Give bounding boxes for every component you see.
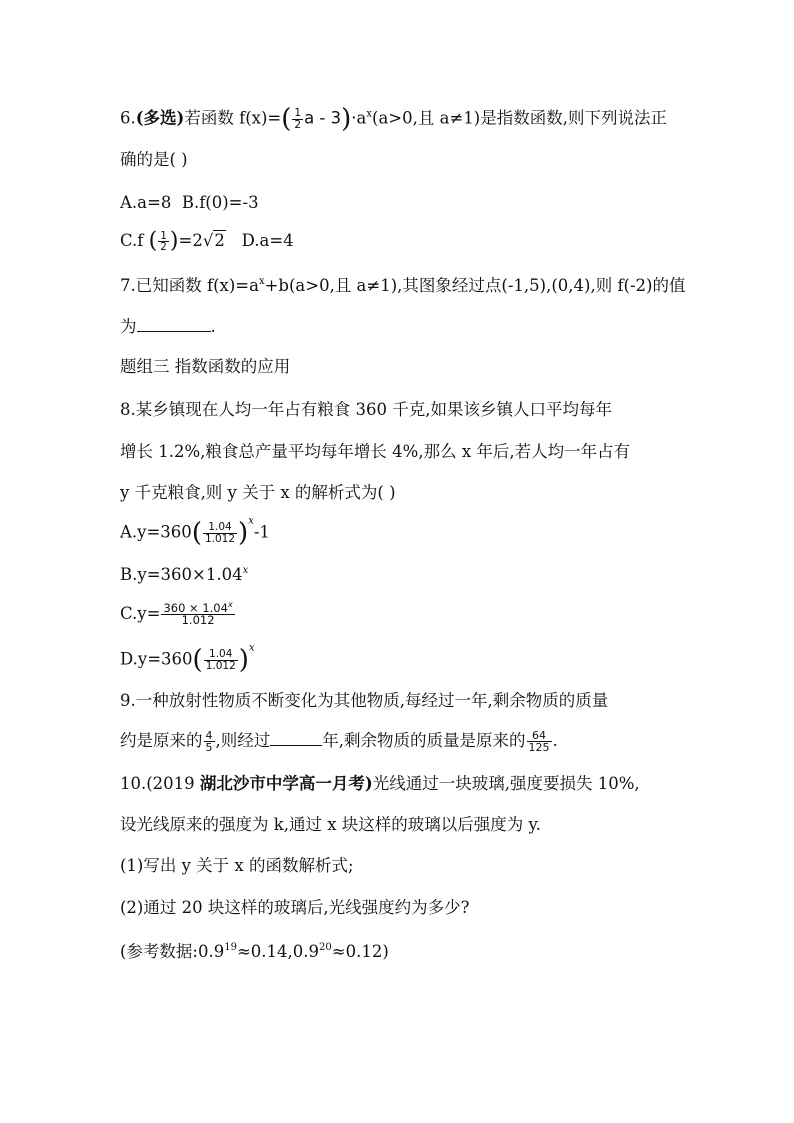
q6-multi-select-tag: (多选) (135, 108, 185, 128)
q8-option-a-suffix: -1 (253, 522, 270, 542)
q6-text: ·a (351, 108, 367, 128)
left-paren: ( (281, 104, 292, 134)
q9-line1: 9.一种放射性物质不断变化为其他物质,每经过一年,剩余物质的质量 (120, 691, 609, 710)
q6-text: 1)是指数函数,则下列说法正 (463, 108, 667, 128)
q8-option-d-exponent: x (248, 642, 255, 654)
q6-option-c-value: =2 (178, 231, 203, 250)
q10-line2: 设光线原来的强度为 k,通过 x 块这样的玻璃以后强度为 y. (120, 815, 541, 834)
right-paren: ) (341, 104, 352, 134)
q6-options-ab (120, 191, 259, 215)
q7-line1 (120, 274, 686, 298)
q8-option-a-fraction: $\frac{1.04}{1.012}$ (204, 521, 236, 545)
q8-option-d (120, 642, 255, 675)
q7-line2 (120, 315, 216, 339)
q10-number: 10.(2019 (120, 774, 195, 793)
q7-text: . (210, 317, 216, 336)
right-paren: ) (238, 645, 249, 675)
q6-option-b: B.f(0)=-3 (181, 193, 259, 212)
q6-text: 若函数 f(x)= (184, 108, 282, 128)
q9-text: 约是原来的 (120, 731, 203, 750)
q6-options-cd (120, 229, 294, 253)
q8-option-d-fraction: $\frac{1.04}{1.012}$ (205, 648, 236, 672)
q6-number: 6. (120, 108, 136, 128)
q10-exponent: 20 (319, 942, 332, 953)
group3-title: 题组三 指数函数的应用 (120, 357, 291, 376)
neq-symbol: ≠ (366, 276, 381, 295)
q6-option-c-fraction: $\frac{1}{2}$ (160, 229, 167, 253)
q8-option-b-exponent: x (242, 565, 249, 576)
q6-coef-expr: a - 3 (304, 108, 342, 128)
left-paren: ( (192, 645, 203, 675)
q7-text: +b(a>0,且 a (264, 276, 367, 295)
q8-option-b (120, 563, 248, 587)
q8-option-c (120, 599, 236, 627)
q9-fraction-4-5: $\frac{4}{5}$ (205, 729, 213, 754)
q8-option-a-exponent: x (248, 515, 254, 527)
q8-option-b-text: B.y=360×1.04 (120, 565, 243, 584)
q6-option-c: C.f (120, 231, 144, 250)
q9-text: . (552, 731, 558, 750)
q9-line2 (120, 729, 558, 753)
q10-reference-text: ≈0.14,0.9 (236, 942, 320, 961)
q10-part2: (2)通过 20 块这样的玻璃后,光线强度约为多少? (120, 898, 470, 917)
q6-line2: 确的是( ) (120, 150, 188, 169)
left-paren: ( (191, 518, 202, 548)
q6-fraction: $\frac{1}{2}$ (294, 107, 302, 131)
q10-reference-text: ≈0.12) (331, 942, 389, 961)
q8-line2: 增长 1.2%,粮食总产量平均每年增长 4%,那么 x 年后,若人均一年占有 (120, 442, 631, 461)
q6-line1 (120, 106, 667, 132)
q6-option-a: A.a=8 (120, 193, 172, 212)
q8-option-c-text: C.y= (120, 604, 161, 623)
q10-line1 (120, 772, 640, 796)
q9-fraction-64-125: $\frac{64}{125}$ (528, 729, 550, 754)
q7-answer-blank[interactable] (137, 317, 211, 332)
q7-text: 7.已知函数 f(x)=a (120, 276, 259, 295)
right-paren: ) (238, 518, 249, 548)
q6-text: (a>0,且 a (372, 108, 450, 128)
q6-exponent: x (366, 108, 373, 120)
q8-line3: y 千克粮食,则 y 关于 x 的解析式为( ) (120, 483, 396, 502)
q10-text: 光线通过一块玻璃,强度要损失 10%, (372, 774, 640, 793)
q8-option-a-text: A.y=360 (120, 522, 192, 542)
q8-option-d-text: D.y=360 (120, 649, 193, 669)
q10-source: 湖北沙市中学高一月考) (199, 774, 373, 793)
q7-text: 1),其图象经过点(-1,5),(0,4),则 f(-2)的值 (380, 276, 686, 295)
q8-line1: 8.某乡镇现在人均一年占有粮食 360 千克,如果该乡镇人口平均每年 (120, 400, 612, 419)
q9-answer-blank[interactable] (270, 731, 322, 746)
q8-option-a (120, 515, 270, 548)
neq-symbol: ≠ (449, 108, 464, 128)
q10-exponent: 19 (224, 942, 237, 953)
sqrt-symbol: √2 (202, 231, 225, 250)
left-paren: ( (148, 228, 158, 254)
right-paren: ) (169, 228, 179, 254)
q9-text: 年,剩余物质的质量是原来的 (322, 731, 526, 750)
q7-text: 为 (120, 317, 137, 336)
q10-part1: (1)写出 y 关于 x 的函数解析式; (120, 856, 354, 875)
q6-option-d: D.a=4 (241, 231, 294, 250)
q10-reference-data (120, 940, 389, 964)
q8-option-c-fraction: $\frac{360 \times 1.04^x}{1.012}$ (163, 599, 233, 627)
q9-text: ,则经过 (215, 731, 271, 750)
q10-reference-text: (参考数据:0.9 (120, 942, 225, 961)
q7-exponent: x (258, 276, 265, 287)
